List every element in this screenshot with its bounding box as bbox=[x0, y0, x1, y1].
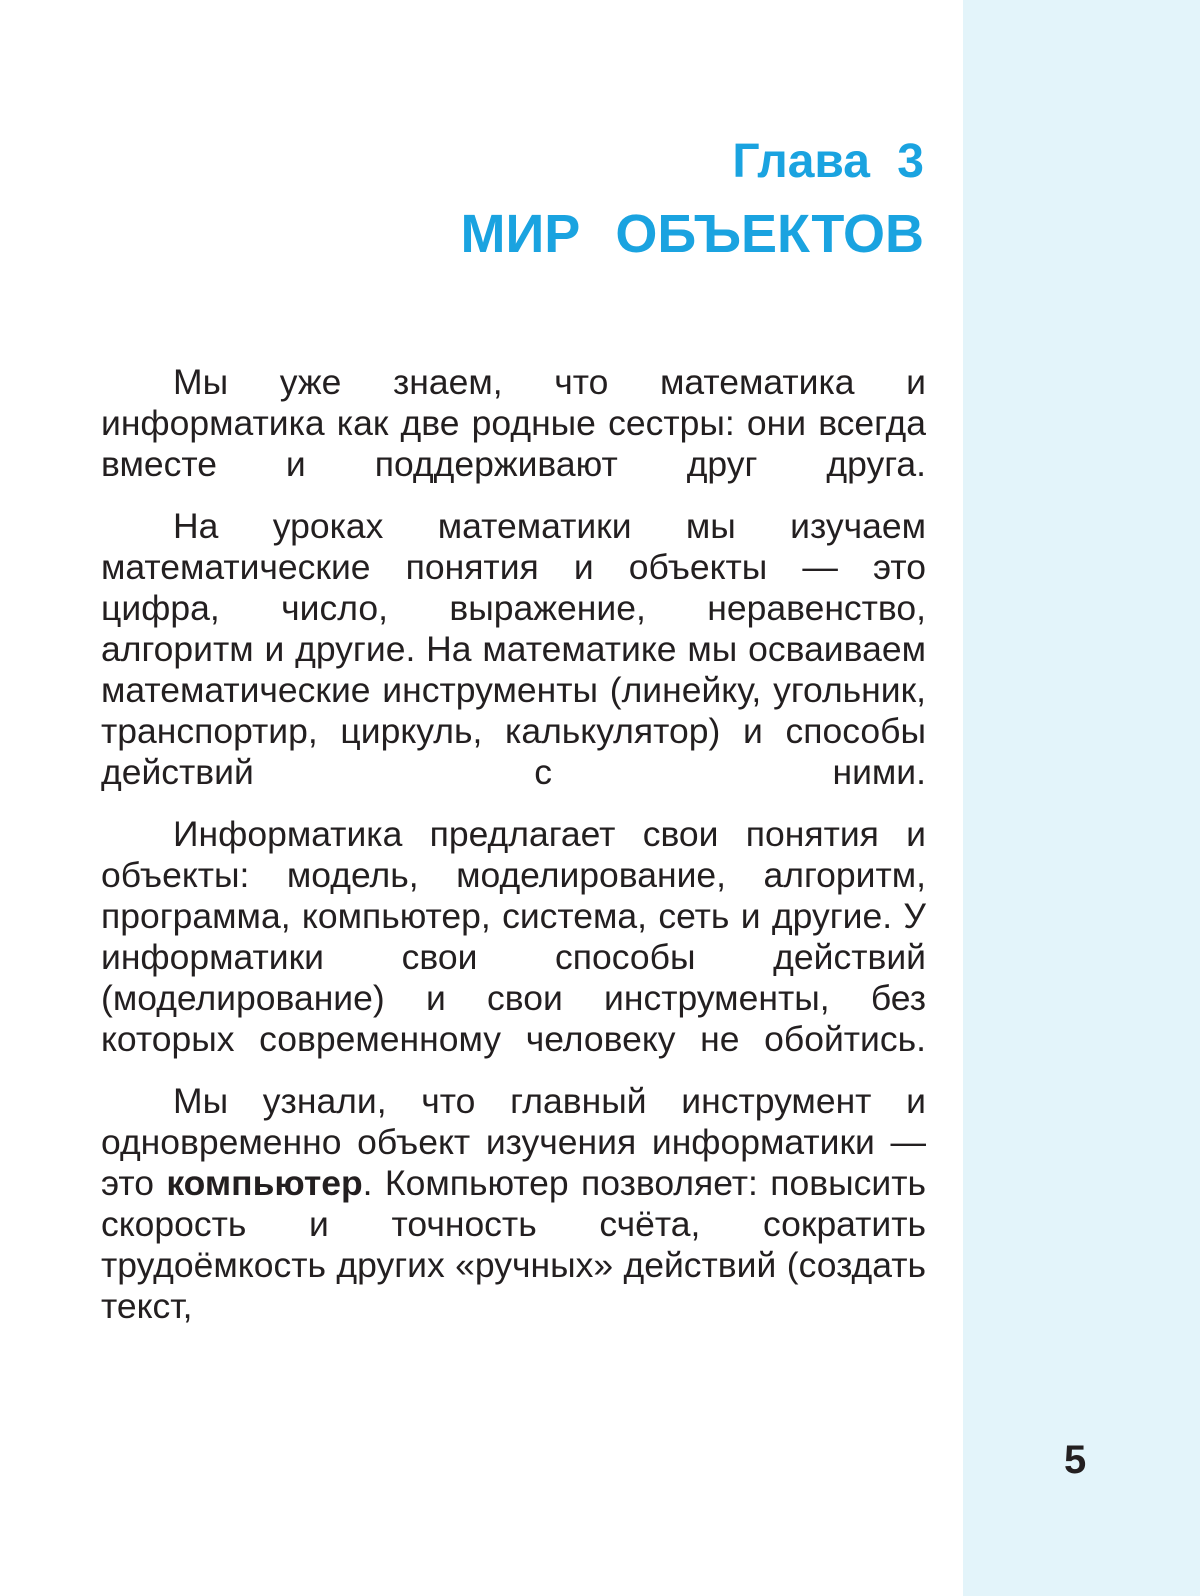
chapter-title: МИР ОБЪЕКТОВ bbox=[460, 204, 924, 264]
paragraph-4-rest: . Компьютер позволяет: повысить скорость и точность счёта, сократить трудоёмкость других «ручных» действий (создать текст, bbox=[101, 1163, 926, 1326]
paragraph-3: Информатика предлагает свои понятия и объекты: модель, моделирование, алгоритм, программа, компьютер, система, сеть и другие. У информатики свои способы действий (моделирование) и свои инструменты, без которых современному человеку не обойтись. bbox=[101, 814, 926, 1059]
margin-band bbox=[963, 0, 1200, 1596]
paragraph-4-start: Мы узнали, что главный инструмент и одновременно объект изучения информатики — это bbox=[101, 1081, 926, 1203]
body-text bbox=[101, 362, 926, 1348]
term-computer: компьютер bbox=[166, 1163, 363, 1203]
page-number: 5 bbox=[1064, 1438, 1087, 1482]
paragraph-1: Мы уже знаем, что математика и информатика как две родные сестры: они всегда вместе и поддерживают друг друга. bbox=[101, 362, 926, 484]
paragraph-4 bbox=[101, 1081, 926, 1327]
paragraph-2: На уроках математики мы изучаем математические понятия и объекты — это цифра, число, выражение, неравенство, алгоритм и другие. На математике мы осваиваем математические инструменты (линейку, угольник, транспортир, циркуль, калькулятор) и способы действий с ними. bbox=[101, 506, 926, 792]
chapter-number: Глава 3 bbox=[732, 135, 924, 188]
